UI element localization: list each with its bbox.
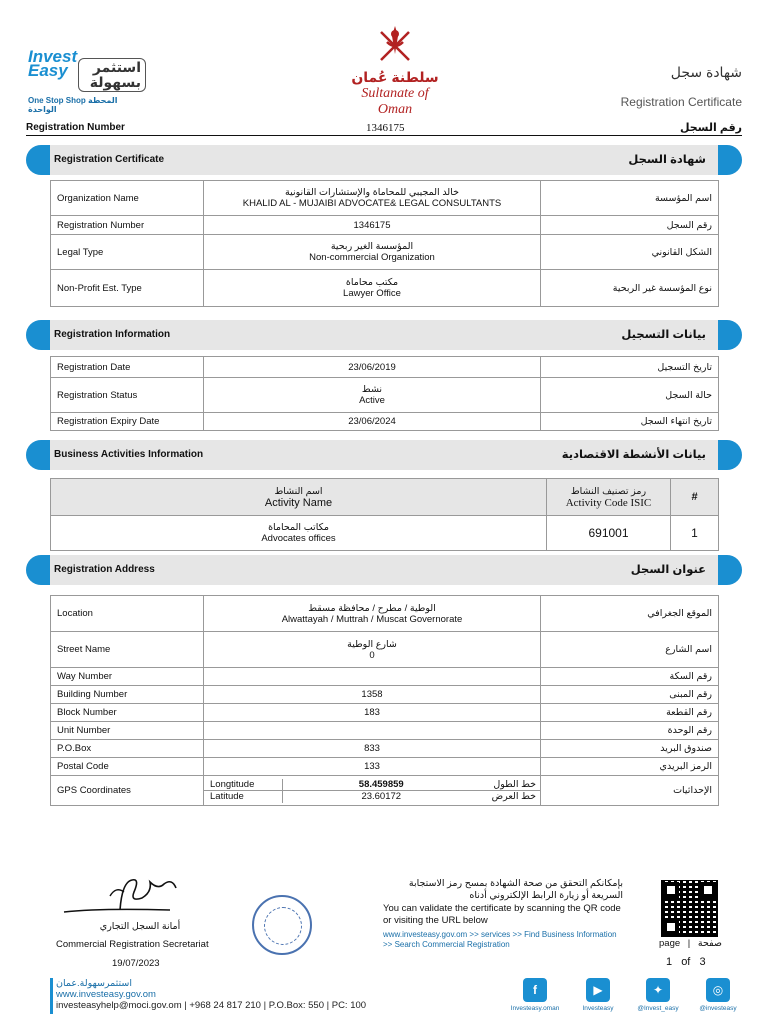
page-number: 1: [666, 956, 673, 968]
column-header-arabic: رمز تصنيف النشاط: [570, 485, 647, 497]
social-twitter[interactable]: [630, 978, 686, 1012]
row-value: 133: [204, 758, 541, 776]
signature-icon: [60, 872, 180, 916]
footer-contact: [56, 978, 366, 1011]
logo-invest-text: Invest: [28, 47, 78, 66]
longitude-label-arabic: خط الطول: [480, 779, 540, 791]
certificate-table: [50, 180, 719, 307]
validation-text-english: You can validate the certificate by scanning the QR code or visiting the URL below: [383, 903, 621, 926]
social-label: @Invest_easy: [637, 1005, 679, 1012]
registration-number-row: [26, 120, 742, 136]
section-business-activities: [26, 440, 742, 470]
row-label: Non-Profit Est. Type: [51, 270, 204, 307]
page-of: of: [681, 956, 691, 968]
site-link[interactable]: www.investeasy.gov.om: [56, 989, 156, 1000]
row-value-arabic: شارع الوطية: [347, 638, 397, 650]
logo-easy-text: Easy: [28, 61, 68, 80]
row-value-arabic: خالد المجيبي للمحاماة والإستشارات القانونية: [285, 187, 459, 198]
site-arabic-link[interactable]: استثمرسهولة.عمان: [56, 978, 132, 989]
row-value-arabic: نشط: [361, 384, 383, 395]
row-label: Block Number: [51, 704, 204, 722]
row-label: Building Number: [51, 686, 204, 704]
table-row: [51, 270, 719, 307]
table-row: [51, 722, 719, 740]
validation-text-arabic: بإمكانكم التحقق من صحة الشهادة بمسح رمز الاستجابة السريعة أو زيارة الرابط الإلكتروني أدناه: [408, 878, 623, 901]
footer-accent-bar: [50, 978, 53, 1014]
activity-name-cell: [51, 516, 547, 551]
section-title: Registration Certificate: [54, 154, 165, 165]
registration-number-label: Registration Number: [26, 122, 125, 133]
section-registration-certificate: [26, 145, 742, 175]
row-label: Legal Type: [51, 235, 204, 270]
row-label: Registration Expiry Date: [51, 413, 204, 431]
activity-code-cell: 691001: [547, 516, 671, 551]
row-value-arabic: مكتب محاماة: [345, 277, 399, 288]
row-value: [204, 235, 541, 270]
row-value-english: 0: [369, 649, 375, 661]
table-row: [51, 181, 719, 216]
table-row: [51, 357, 719, 378]
gps-values: [204, 776, 541, 806]
row-value-arabic: المؤسسة الغير ربحية: [330, 241, 414, 252]
row-label: GPS Coordinates: [51, 776, 204, 806]
registration-info-table: [50, 356, 719, 431]
longitude-value: 58.459859: [282, 779, 480, 791]
facebook-icon: f: [523, 978, 547, 1002]
validation-link[interactable]: www.investeasy.gov.om >> services >> Find Business Information >> Search Commercial Registration: [383, 930, 617, 949]
table-row: [51, 686, 719, 704]
table-row: [51, 413, 719, 431]
registration-number-value: 1346175: [366, 122, 405, 134]
row-label-arabic: تاريخ انتهاء السجل: [541, 413, 719, 431]
social-facebook[interactable]: [504, 978, 566, 1012]
row-label-arabic: رقم السجل: [541, 216, 719, 235]
longitude-label: Longtitude: [204, 779, 282, 791]
logo-one-stop-text: One Stop Shop المحطة الواحدة: [28, 96, 118, 114]
row-label-arabic: رقم المبنى: [541, 686, 719, 704]
twitter-icon: ✦: [646, 978, 670, 1002]
oman-emblem: [350, 24, 440, 117]
row-value: 183: [204, 704, 541, 722]
page-total: 3: [699, 956, 706, 968]
table-row: [51, 235, 719, 270]
table-row: [51, 378, 719, 413]
page-label: page: [659, 938, 681, 949]
registration-number-label-arabic: رقم السجل: [679, 122, 742, 134]
table-row: [51, 668, 719, 686]
row-value: [204, 596, 541, 632]
youtube-icon: ▶: [586, 978, 610, 1002]
page-indicator: [659, 938, 729, 949]
emblem-arabic-text: سلطنة عُمان: [351, 69, 439, 85]
social-label: @investeasy: [699, 1005, 737, 1012]
table-row: [51, 758, 719, 776]
row-label: Registration Number: [51, 216, 204, 235]
row-label-arabic: رقم السكة: [541, 668, 719, 686]
qr-code-icon[interactable]: [661, 880, 718, 937]
section-registration-address: [26, 555, 742, 585]
column-header-english: Activity Name: [264, 496, 333, 509]
latitude-label: Latitude: [204, 791, 282, 803]
section-title: Registration Address: [54, 564, 155, 575]
row-label: Organization Name: [51, 181, 204, 216]
table-row: [51, 740, 719, 758]
activities-table: [50, 478, 719, 551]
table-row: [51, 516, 719, 551]
row-value-english: Non-commercial Organization: [309, 252, 435, 263]
row-label: Street Name: [51, 632, 204, 668]
instagram-icon: ◎: [706, 978, 730, 1002]
row-value: [204, 378, 541, 413]
column-header-number: #: [671, 479, 719, 516]
row-value: 833: [204, 740, 541, 758]
activity-name-english: Advocates offices: [261, 533, 336, 544]
row-label: P.O.Box: [51, 740, 204, 758]
row-value-english: Lawyer Office: [343, 288, 401, 299]
section-title-arabic: بيانات التسجيل: [621, 329, 706, 341]
validation-notice: [383, 878, 623, 950]
row-value-english: Alwattayah / Muttrah / Muscat Governorate: [281, 613, 463, 625]
secretariat-english: Commercial Registration Secretariat: [56, 939, 209, 950]
row-label-arabic: الإحداثيات: [541, 776, 719, 806]
row-label-arabic: الشكل القانوني: [541, 235, 719, 270]
row-label-arabic: الرمز البريدي: [541, 758, 719, 776]
page-title: Registration Certificate: [620, 95, 742, 109]
row-label: Location: [51, 596, 204, 632]
row-label: Registration Status: [51, 378, 204, 413]
social-label: Investeasy.oman: [510, 1005, 560, 1012]
row-value-arabic: الوطية / مطرح / محافظة مسقط: [308, 602, 436, 614]
row-label-arabic: تاريخ التسجيل: [541, 357, 719, 378]
table-row: [51, 216, 719, 235]
row-value: 23/06/2024: [204, 413, 541, 431]
section-title: Business Activities Information: [54, 449, 204, 460]
column-header-activity-name: [51, 479, 547, 516]
row-value: [204, 181, 541, 216]
row-label: Registration Date: [51, 357, 204, 378]
page-count: [666, 956, 726, 968]
latitude-value: 23.60172: [361, 791, 402, 803]
row-label-arabic: الموقع الجغرافي: [541, 596, 719, 632]
logo-arabic-text: استثمر بسهولة: [78, 58, 146, 92]
row-label-arabic: نوع المؤسسة غير الربحية: [541, 270, 719, 307]
table-header-row: [51, 479, 719, 516]
section-title: Registration Information: [54, 329, 171, 340]
section-title-arabic: عنوان السجل: [630, 564, 706, 576]
khanjar-emblem-icon: [375, 24, 415, 66]
section-title-arabic: بيانات الأنشطة الاقتصادية: [561, 449, 706, 461]
row-label-arabic: حالة السجل: [541, 378, 719, 413]
contact-line: investeasyhelp@moci.gov.om | +968 24 817 210 | P.O.Box: 550 | PC: 100: [56, 1000, 367, 1011]
row-label: Unit Number: [51, 722, 204, 740]
page-label-arabic: صفحة: [697, 938, 722, 949]
activity-name-arabic: مكاتب المحاماة: [268, 522, 329, 533]
invest-easy-logo: [28, 47, 146, 114]
signature-block: [50, 872, 230, 969]
row-value: 1358: [204, 686, 541, 704]
social-instagram[interactable]: [690, 978, 746, 1012]
latitude-label-arabic: خط العرض: [491, 791, 536, 803]
column-header-english: Activity Code ISIC: [565, 496, 652, 509]
row-value-english: 1346175: [353, 219, 391, 231]
row-label-arabic: صندوق البريد: [541, 740, 719, 758]
row-value: [204, 668, 541, 686]
issue-date: 19/07/2023: [112, 958, 160, 969]
column-header-activity-code: [547, 479, 671, 516]
row-label-arabic: رقم الوحدة: [541, 722, 719, 740]
page-title-arabic: شهادة سجل: [670, 64, 742, 80]
row-value: [204, 270, 541, 307]
official-stamp-icon: [252, 895, 312, 955]
row-label-arabic: رقم القطعة: [541, 704, 719, 722]
table-row: [51, 596, 719, 632]
section-registration-information: [26, 320, 742, 350]
social-label: Investeasy: [582, 1005, 614, 1012]
address-table: [50, 595, 719, 806]
row-value: 23/06/2019: [204, 357, 541, 378]
section-title-arabic: شهادة السجل: [628, 154, 706, 166]
row-value: [204, 632, 541, 668]
table-row: [51, 704, 719, 722]
row-value-english: KHALID AL - MUJAIBI ADVOCATE& LEGAL CONSULTANTS: [242, 198, 502, 209]
row-label-arabic: اسم الشارع: [541, 632, 719, 668]
row-value-english: Active: [359, 395, 385, 406]
row-label: Way Number: [51, 668, 204, 686]
row-value: [204, 722, 541, 740]
row-label: Postal Code: [51, 758, 204, 776]
table-row-gps: [51, 776, 719, 806]
emblem-english-text: Sultanate of Oman: [361, 86, 429, 117]
table-row: [51, 632, 719, 668]
social-youtube[interactable]: [570, 978, 626, 1012]
column-header-arabic: اسم النشاط: [274, 485, 323, 497]
page-separator: |: [687, 938, 691, 949]
secretariat-arabic: أمانة السجل التجاري: [99, 921, 181, 932]
row-value: [204, 216, 541, 235]
row-label-arabic: اسم المؤسسة: [541, 181, 719, 216]
activity-number-cell: 1: [671, 516, 719, 551]
